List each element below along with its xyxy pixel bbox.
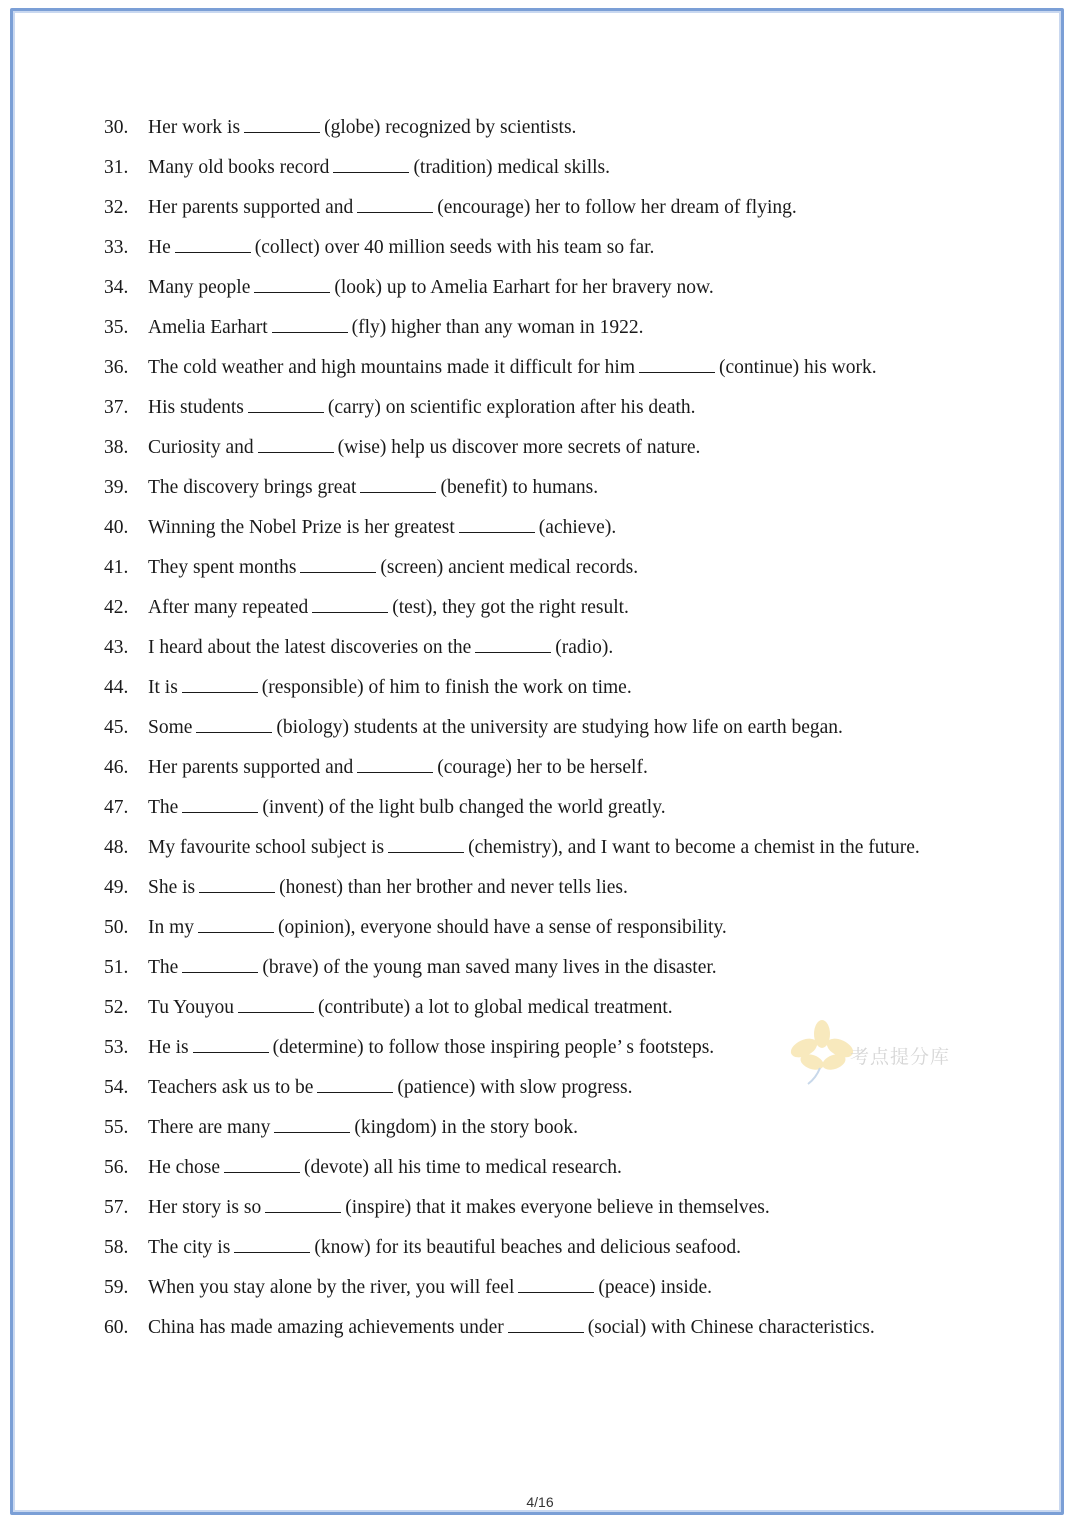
question-text-after: (screen) ancient medical records.: [380, 557, 639, 578]
question-number: 47.: [104, 797, 129, 818]
question-number: 31.: [104, 157, 129, 178]
question-text-before: The discovery brings great: [148, 477, 357, 498]
answer-blank[interactable]: [475, 636, 551, 653]
watermark-text: 考点提分库: [850, 1046, 951, 1068]
question-text-after: (biology) students at the university are studying how life on earth began.: [276, 717, 843, 738]
question-text-before: Her story is so: [148, 1197, 262, 1218]
answer-blank[interactable]: [238, 996, 314, 1013]
question-text-after: (devote) all his time to medical research.: [304, 1157, 622, 1178]
question-item: [104, 108, 964, 148]
question-item: [104, 868, 964, 908]
question-text-after: (determine) to follow those inspiring people’ s footsteps.: [272, 1037, 715, 1058]
question-text-before: Amelia Earhart: [148, 317, 268, 338]
question-item: [104, 268, 964, 308]
question-text-after: (continue) his work.: [719, 357, 877, 378]
question-item: [104, 828, 964, 868]
question-number: 39.: [104, 477, 129, 498]
page-number: 4/16: [526, 1494, 554, 1510]
answer-blank[interactable]: [254, 276, 330, 293]
answer-blank[interactable]: [265, 1196, 341, 1213]
answer-blank[interactable]: [182, 676, 258, 693]
question-text-before: Her parents supported and: [148, 757, 354, 778]
question-item: [104, 148, 964, 188]
question-item: [104, 588, 964, 628]
question-number: 36.: [104, 357, 129, 378]
question-text-after: (benefit) to humans.: [440, 477, 599, 498]
question-text-before: Teachers ask us to be: [148, 1077, 314, 1098]
question-text-before: It is: [148, 677, 178, 698]
question-item: [104, 708, 964, 748]
question-text-after: (globe) recognized by scientists.: [324, 117, 577, 138]
question-number: 34.: [104, 277, 129, 298]
question-item: [104, 188, 964, 228]
question-text-before: Some: [148, 717, 193, 738]
question-number: 43.: [104, 637, 129, 658]
question-item: [104, 308, 964, 348]
watermark: [786, 1020, 986, 1090]
question-number: 40.: [104, 517, 129, 538]
question-item: [104, 1308, 964, 1348]
question-number: 42.: [104, 597, 129, 618]
question-number: 46.: [104, 757, 129, 778]
question-number: 53.: [104, 1037, 129, 1058]
question-item: [104, 228, 964, 268]
question-text-before: In my: [148, 917, 195, 938]
question-text-after: (contribute) a lot to global medical treatment.: [318, 997, 673, 1018]
question-text-before: When you stay alone by the river, you will feel: [148, 1277, 515, 1298]
question-number: 57.: [104, 1197, 129, 1218]
answer-blank[interactable]: [274, 1116, 350, 1133]
question-text-before: The: [148, 797, 179, 818]
question-text-after: (carry) on scientific exploration after his death.: [327, 397, 696, 418]
question-number: 44.: [104, 677, 129, 698]
answer-blank[interactable]: [196, 716, 272, 733]
question-text-before: Many old books record: [148, 157, 330, 178]
question-number: 54.: [104, 1077, 129, 1098]
question-number: 32.: [104, 197, 129, 218]
question-text-before: After many repeated: [148, 597, 309, 618]
question-text-after: (peace) inside.: [598, 1277, 713, 1298]
answer-blank[interactable]: [333, 156, 409, 173]
question-item: [104, 748, 964, 788]
question-text-before: The city is: [148, 1237, 231, 1258]
answer-blank[interactable]: [388, 836, 464, 853]
question-item: [104, 468, 964, 508]
question-item: [104, 1108, 964, 1148]
answer-blank[interactable]: [182, 796, 258, 813]
question-text-after: (kingdom) in the story book.: [354, 1117, 579, 1138]
question-number: 60.: [104, 1317, 129, 1338]
question-text-before: The cold weather and high mountains made it difficult for him: [148, 357, 636, 378]
answer-blank[interactable]: [199, 876, 275, 893]
question-list: [104, 108, 964, 1348]
answer-blank[interactable]: [175, 236, 251, 253]
question-item: [104, 1148, 964, 1188]
answer-blank[interactable]: [224, 1156, 300, 1173]
answer-blank[interactable]: [198, 916, 274, 933]
question-item: [104, 628, 964, 668]
question-text-after: (social) with Chinese characteristics.: [587, 1317, 875, 1338]
question-number: 58.: [104, 1237, 129, 1258]
question-text-after: (encourage) her to follow her dream of flying.: [437, 197, 797, 218]
question-number: 41.: [104, 557, 129, 578]
question-item: [104, 428, 964, 468]
question-number: 30.: [104, 117, 129, 138]
answer-blank[interactable]: [272, 316, 348, 333]
question-text-before: Her parents supported and: [148, 197, 354, 218]
question-text-before: His students: [148, 397, 244, 418]
question-text-after: (wise) help us discover more secrets of nature.: [337, 437, 701, 458]
question-text-after: (tradition) medical skills.: [413, 157, 611, 178]
question-text-before: Curiosity and: [148, 437, 254, 458]
answer-blank[interactable]: [193, 1036, 269, 1053]
question-text-before: My favourite school subject is: [148, 837, 385, 858]
question-text-before: He: [148, 237, 171, 258]
question-number: 48.: [104, 837, 129, 858]
question-number: 55.: [104, 1117, 129, 1138]
question-number: 52.: [104, 997, 129, 1018]
question-text-after: (know) for its beautiful beaches and delicious seafood.: [314, 1237, 742, 1258]
answer-blank[interactable]: [312, 596, 388, 613]
question-text-after: (honest) than her brother and never tells lies.: [279, 877, 628, 898]
question-text-after: (invent) of the light bulb changed the world greatly.: [262, 797, 666, 818]
question-text-after: (fly) higher than any woman in 1922.: [351, 317, 644, 338]
answer-blank[interactable]: [508, 1316, 584, 1333]
question-item: [104, 508, 964, 548]
question-number: 56.: [104, 1157, 129, 1178]
question-item: [104, 668, 964, 708]
question-text-after: (brave) of the young man saved many lives in the disaster.: [262, 957, 717, 978]
question-text-before: There are many: [148, 1117, 271, 1138]
question-item: [104, 548, 964, 588]
answer-blank[interactable]: [357, 756, 433, 773]
question-text-before: Winning the Nobel Prize is her greatest: [148, 517, 455, 538]
question-text-before: He chose: [148, 1157, 221, 1178]
question-text-after: (courage) her to be herself.: [437, 757, 648, 778]
question-number: 50.: [104, 917, 129, 938]
question-item: [104, 1228, 964, 1268]
question-text-before: China has made amazing achievements under: [148, 1317, 504, 1338]
question-item: [104, 348, 964, 388]
question-number: 45.: [104, 717, 129, 738]
question-text-before: I heard about the latest discoveries on the: [148, 637, 472, 658]
question-number: 51.: [104, 957, 129, 978]
answer-blank[interactable]: [360, 476, 436, 493]
answer-blank[interactable]: [182, 956, 258, 973]
question-text-after: (achieve).: [538, 517, 617, 538]
question-text-after: (patience) with slow progress.: [397, 1077, 633, 1098]
answer-blank[interactable]: [300, 556, 376, 573]
question-text-before: The: [148, 957, 179, 978]
answer-blank[interactable]: [317, 1076, 393, 1093]
question-text-before: Many people: [148, 277, 251, 298]
question-number: 59.: [104, 1277, 129, 1298]
answer-blank[interactable]: [639, 356, 715, 373]
question-item: [104, 908, 964, 948]
question-item: [104, 388, 964, 428]
question-text-after: (collect) over 40 million seeds with his team so far.: [254, 237, 655, 258]
question-item: [104, 948, 964, 988]
question-text-after: (inspire) that it makes everyone believe in themselves.: [345, 1197, 770, 1218]
question-text-after: (responsible) of him to finish the work on time.: [261, 677, 632, 698]
answer-blank[interactable]: [244, 116, 320, 133]
answer-blank[interactable]: [357, 196, 433, 213]
answer-blank[interactable]: [248, 396, 324, 413]
question-text-before: Tu Youyou: [148, 997, 235, 1018]
question-text-after: (chemistry), and I want to become a chemist in the future.: [468, 837, 920, 858]
question-text-after: (test), they got the right result.: [392, 597, 629, 618]
answer-blank[interactable]: [234, 1236, 310, 1253]
question-item: [104, 788, 964, 828]
question-text-before: She is: [148, 877, 196, 898]
question-text-before: Her work is: [148, 117, 241, 138]
question-text-before: They spent months: [148, 557, 297, 578]
question-item: [104, 1188, 964, 1228]
question-number: 38.: [104, 437, 129, 458]
question-number: 35.: [104, 317, 129, 338]
question-number: 37.: [104, 397, 129, 418]
question-number: 33.: [104, 237, 129, 258]
answer-blank[interactable]: [459, 516, 535, 533]
question-text-before: He is: [148, 1037, 189, 1058]
question-item: [104, 1268, 964, 1308]
answer-blank[interactable]: [258, 436, 334, 453]
question-text-after: (radio).: [555, 637, 614, 658]
question-text-after: (look) up to Amelia Earhart for her bravery now.: [334, 277, 714, 298]
question-number: 49.: [104, 877, 129, 898]
question-text-after: (opinion), everyone should have a sense of responsibility.: [278, 917, 727, 938]
answer-blank[interactable]: [518, 1276, 594, 1293]
